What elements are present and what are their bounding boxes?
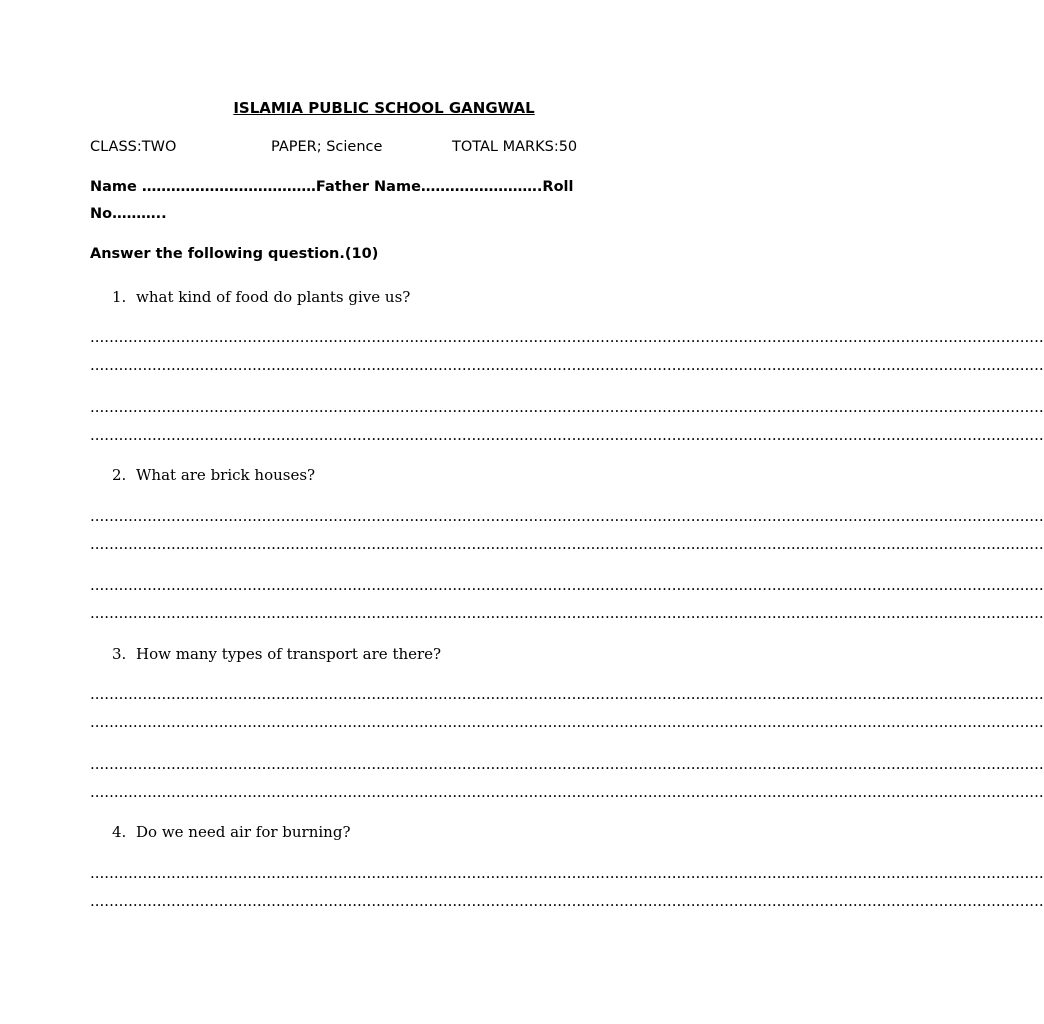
roll-number-line: No……….. [90,206,167,222]
answer-line: ........................................................................................................................................................................................................ [90,398,1044,416]
student-name-line: Name ………………………………Father Name…………………….Roll [90,179,574,195]
question-text: what kind of food do plants give us? [136,288,411,306]
question-text: How many types of transport are there? [136,645,442,663]
question-number: 2. [112,466,127,484]
answer-line: ........................................................................................................................................................................................................ [90,507,1044,525]
answer-line: ........................................................................................................................................................................................................ [90,576,1044,594]
instruction-text: Answer the following question.(10) [90,246,379,262]
answer-line: ........................................................................................................................................................................................................ [90,713,1044,731]
answer-line: ........................................................................................................................................................................................................ [90,535,1044,553]
question-number: 1. [112,288,127,306]
question-number: 4. [112,823,127,841]
class-label: CLASS:TWO [90,139,177,155]
question-text: Do we need air for burning? [136,823,351,841]
answer-line: ........................................................................................................................................................................................................ [90,783,1044,801]
question-text: What are brick houses? [136,466,316,484]
answer-line: ........................................................................................................................................................................................................ [90,864,1044,882]
answer-line: ........................................................................................................................................................................................................ [90,685,1044,703]
question-1 [112,288,410,306]
answer-line: ........................................................................................................................................................................................................ [90,328,1044,346]
total-marks-label: TOTAL MARKS:50 [452,139,578,155]
answer-line: ........................................................................................................................................................................................................ [90,426,1044,444]
paper-label: PAPER; Science [271,139,383,155]
answer-line: ........................................................................................................................................................................................................ [90,356,1044,374]
question-4 [112,823,351,841]
question-2 [112,466,315,484]
school-title: ISLAMIA PUBLIC SCHOOL GANGWAL [233,99,535,117]
question-number: 3. [112,645,127,663]
answer-line: ........................................................................................................................................................................................................ [90,892,1044,910]
question-3 [112,645,441,663]
answer-line: ........................................................................................................................................................................................................ [90,604,1044,622]
answer-line: ........................................................................................................................................................................................................ [90,755,1044,773]
